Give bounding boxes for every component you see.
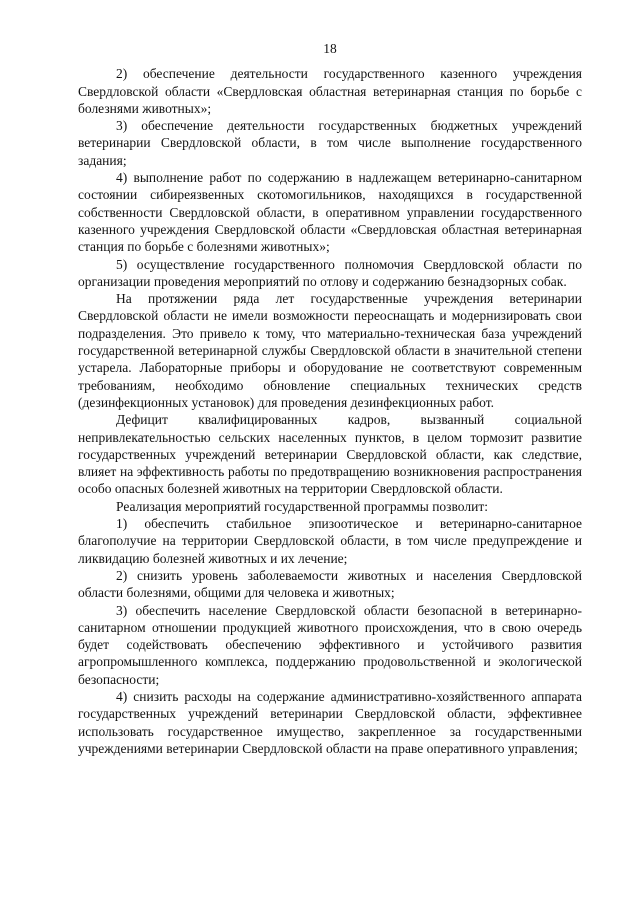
paragraph-result-4: 4) снизить расходы на содержание административно-хозяйственного аппарата государственных учреждений ветеринарии Свердловской области, эффективнее использовать государственное имущество, закрепленное за государственными учреждениями ветеринарии Свердловской области на праве оперативного управления; [78, 688, 582, 756]
paragraph-result-1: 1) обеспечить стабильное эпизоотическое и ветеринарно-санитарное благополучие на территории Свердловской области, в том числе предупреждение и ликвидацию болезней животных и их лечение; [78, 516, 582, 566]
paragraph-outdated-equipment: На протяжении ряда лет государственные учреждения ветеринарии Свердловской области не имели возможности переоснащать и модернизировать свои подразделения. Это привело к тому, что материально-техническая база учреждений государственной ветеринарной службы Свердловской области в значительной степени устарела. Лабораторные приборы и оборудование не соответствуют современным требованиям, необходимо обновление специальных технических средств (дезинфекционных установок) для проведения дезинфекционных работ. [78, 291, 582, 410]
page-number: 18 [323, 41, 337, 56]
paragraph-result-3: 3) обеспечить население Свердловской области безопасной в ветеринарно-санитарном отношении продукцией животного происхождения, что в свою очередь будет содействовать обеспечению эффективного и устойчивого развития агропромышленного комплекса, поддержанию продовольственной и экологической безопасности; [78, 602, 582, 687]
paragraph-item-3: 3) обеспечение деятельности государственных бюджетных учреждений ветеринарии Свердловской области, в том числе выполнение государственного задания; [78, 118, 582, 168]
paragraph-item-2: 2) обеспечение деятельности государственного казенного учреждения Свердловской области «Свердловская областная ветеринарная станция по борьбе с болезнями животных»; [78, 66, 582, 116]
paragraph-item-5: 5) осуществление государственного полномочия Свердловской области по организации проведения мероприятий по отлову и содержанию безнадзорных собак. [78, 256, 582, 289]
paragraph-program-intro: Реализация мероприятий государственной программы позволит: [116, 498, 488, 514]
paragraph-item-4: 4) выполнение работ по содержанию в надлежащем ветеринарно-санитарном состоянии сибиреязвенных скотомогильников, находящихся в государственной собственности Свердловской области, в оперативном управлении государственного казенного учреждения Свердловской области «Свердловская областная ветеринарная станция по борьбе с болезнями животных»; [78, 170, 582, 255]
paragraph-staff-deficit: Дефицит квалифицированных кадров, вызванный социальной непривлекательностью сельских населенных пунктов, в целом тормозит развитие государственных учреждений ветеринарии Свердловской области, как следствие, влияет на эффективность работы по предотвращению возникновения распространения особо опасных болезней животных на территории Свердловской области. [78, 412, 582, 497]
paragraph-result-2: 2) снизить уровень заболеваемости животных и населения Свердловской области болезнями, общими для человека и животных; [78, 567, 582, 601]
